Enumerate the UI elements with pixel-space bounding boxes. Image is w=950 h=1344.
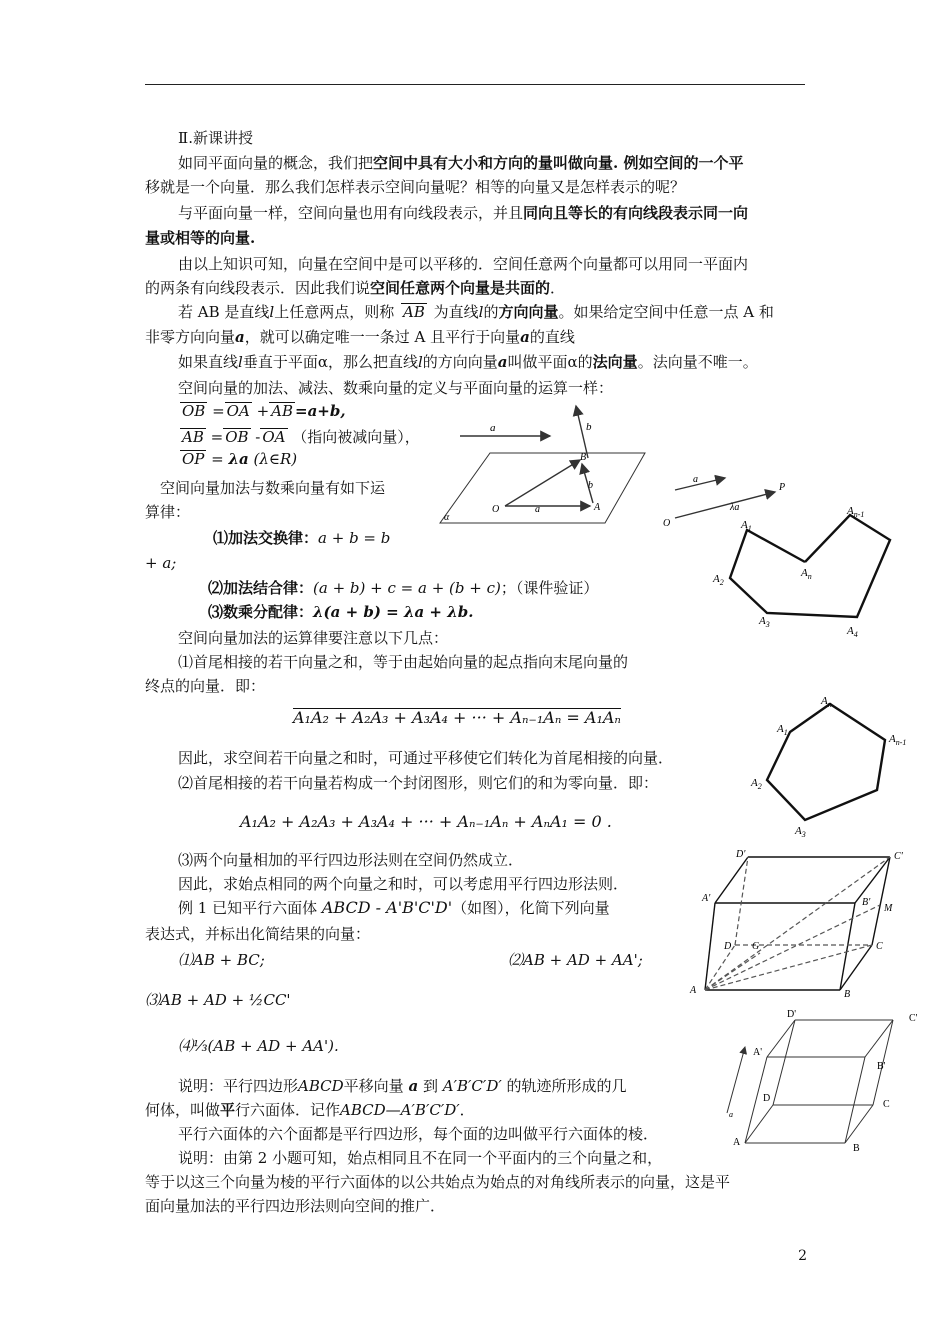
text: 。如果给定空间中任意一点 A 和 [558, 303, 774, 321]
label-O: O [663, 518, 671, 529]
text: 的轨迹所形成的几 [506, 1077, 627, 1095]
note-parallelepiped [178, 1076, 627, 1096]
text: . [250, 229, 256, 247]
example-1 [178, 898, 610, 918]
label-C: C [883, 1099, 890, 1110]
var-a: a [408, 1077, 419, 1095]
hidden-edges [705, 857, 890, 990]
vector-label: AB [403, 303, 425, 321]
label-B-prime: B' [877, 1061, 886, 1072]
vector-label: OP [182, 450, 205, 468]
laws-intro: 空间向量加法与数乘向量有如下运 [160, 479, 386, 497]
label-P: P [779, 482, 786, 493]
figure-closed-polygon [745, 690, 930, 840]
label-b: b [588, 480, 593, 491]
equation-closed-sum [240, 812, 612, 831]
label-G: G [752, 941, 760, 952]
var: A′B′C′D′ [442, 1077, 502, 1095]
var-l: l [417, 353, 423, 371]
label-A1: $A_1$ [777, 723, 788, 737]
vector-OA [225, 402, 252, 420]
label-M: M [884, 903, 893, 914]
vector-OA [260, 428, 287, 446]
text: 何体，叫做 [145, 1101, 221, 1119]
text: 到 [422, 1077, 438, 1095]
label-alpha: α [444, 512, 450, 523]
text: 如同平面向量的概念，我们把 [178, 154, 374, 172]
vector-bar [401, 303, 427, 304]
text: 若 AB 是直线 [178, 303, 270, 321]
text: 例 1 已知平行六面体 [178, 899, 318, 917]
vector-AB [269, 402, 295, 420]
vector-a-arrow [675, 478, 725, 490]
label-A2: $A_2$ [713, 573, 724, 587]
var-l: l [269, 303, 275, 321]
formula-result: λa [228, 450, 249, 468]
law-title: ⑶数乘分配律： [208, 603, 314, 621]
page-number: 2 [798, 1248, 807, 1264]
formula-subtraction: AB = OB - OA （指向被减向量）， [182, 428, 420, 446]
paragraph-parallelogram: 因此，求始点相同的两个向量之和时，可以考虑用平行四边形法则． [178, 875, 629, 893]
vector-bar [293, 708, 621, 709]
label-A3: $A_3$ [759, 615, 770, 629]
vector-bar [260, 428, 287, 429]
text: （如图），化简下列向量 [452, 899, 610, 917]
label-D: D [763, 1093, 771, 1104]
text: 的 [483, 303, 499, 321]
label-A2: $A_2$ [751, 777, 762, 791]
vector-label: AB [182, 428, 204, 446]
law-title: ⑴加法交换律： [213, 529, 319, 547]
label-A: A [690, 985, 697, 996]
var-a: a [497, 353, 508, 371]
figure-polygon-chain [705, 500, 905, 645]
text: ． [550, 279, 566, 297]
law-formula: a + b = b [318, 529, 391, 547]
item-4: ⑷⅓(AB + AD + AA'). [178, 1037, 339, 1055]
item-3: ⑶AB + AD + ½CC' [145, 991, 291, 1009]
label-A: A [733, 1137, 741, 1148]
label-An: $A_n$ [821, 695, 832, 709]
formula-result: =a+b, [295, 402, 346, 420]
paragraph-notes-intro: 空间向量加法的运算律要注意以下几点： [178, 629, 449, 647]
polygon-chain-path [730, 515, 890, 617]
closed-polygon-path [767, 704, 885, 820]
vector-bar [225, 402, 252, 403]
paragraph-faces: 平行六面体的六个面都是平行四边形，每个面的边叫做平行六面体的棱． [178, 1125, 659, 1143]
note-diagonal-line: 等于以这三个向量为棱的平行六面体的以公共始点为始点的对角线所表示的向量，这是平 [145, 1173, 731, 1191]
header-rule [145, 84, 805, 85]
label-B: B [580, 452, 587, 463]
law-commutative-cont: + a; [145, 554, 177, 572]
note-2: ⑵首尾相接的若干向量若构成一个封闭图形，则它们的和为零向量．即： [178, 774, 659, 792]
bold-text: 量或相等的向量 [145, 229, 251, 247]
figure-parallelepiped-translation [715, 1005, 925, 1165]
paragraph-translation-sum: 因此，求空间若干向量之和时，可通过平移使它们转化为首尾相接的向量． [178, 749, 674, 767]
label-A3: $A_3$ [795, 825, 806, 839]
label-D-prime: D' [787, 1009, 797, 1020]
label-D: D [724, 941, 732, 952]
item-1: ⑴AB + BC; [178, 951, 265, 969]
note-1-line: 终点的向量．即： [145, 677, 266, 695]
paragraph-line: 移就是一个向量．那么我们怎样表示空间向量呢？相等的向量又是怎样表示的呢？ [145, 178, 686, 196]
vector-AB [180, 428, 206, 446]
var: ABCD [298, 1077, 344, 1095]
paragraph-operations: 空间向量的加法、减法、数乘向量的定义与平面向量的运算一样： [178, 379, 614, 397]
label-C: C [876, 941, 883, 952]
vector-label: OB [182, 402, 206, 420]
label-A-prime: A' [702, 893, 711, 904]
note-diagonal-line: 面向量加法的平行四边形法则向空间的推广． [145, 1197, 446, 1215]
bold-definition: 空间中具有大小和方向的量叫做向量 [373, 154, 614, 172]
label-C-prime: C' [909, 1013, 918, 1024]
var-a: a [235, 328, 245, 346]
text: 平移向量 [343, 1077, 404, 1095]
formula-note: (λ∈R) [253, 450, 298, 468]
vector-OP [180, 450, 206, 468]
vector-label: OB [225, 428, 249, 446]
text: 的方向向量 [422, 353, 498, 371]
text: ，就可以确定唯一一条过 A 且平行于向量 [244, 328, 521, 346]
vector-label: OA [226, 402, 250, 420]
label-B: B [844, 989, 851, 1000]
equation-text: A₁A₂ + A₂A₃ + A₃A₄ + ··· + Aₙ₋₁Aₙ + AₙA₁ = 0 . [240, 812, 612, 831]
paragraph-translation: 由以上知识可知，向量在空间中是可以平移的．空间任意两个向量都可以用同一平面内 [178, 255, 749, 273]
var-l: l [478, 303, 484, 321]
vector-AB [399, 302, 429, 322]
formula-note: （指向被减向量）， [292, 428, 420, 446]
law-distributive [208, 602, 473, 622]
vector-bar [269, 402, 295, 403]
laws-intro-line: 算律： [145, 503, 191, 521]
paragraph-normal-vector [178, 352, 758, 372]
vector-bar [223, 428, 250, 429]
translation-arrow [727, 1047, 745, 1113]
label-C-prime: C' [894, 851, 903, 862]
formula-scalar: OP = λa (λ∈R) [182, 450, 298, 468]
label-A1: $A_1$ [741, 519, 752, 533]
vector-chain [293, 708, 621, 727]
equation-chain-sum [293, 708, 621, 727]
label-An-1: $A_{n-1}$ [847, 505, 865, 519]
bold-text: 空间任意两个向量是共面的 [370, 279, 551, 297]
text: ． [459, 1101, 475, 1119]
label-An: $A_n$ [801, 567, 812, 581]
law-formula: λ(a + b) = λa + λb. [313, 603, 474, 621]
vector-OB [180, 402, 207, 420]
label-a: a [490, 422, 496, 434]
text: . 例如空间的一个平 [613, 154, 744, 172]
solid-name: ABCD - A'B'C'D' [321, 898, 453, 917]
figure-vector-plane [430, 398, 690, 528]
law-commutative [213, 528, 390, 548]
note-diagonal: 说明：由第 2 小题可知，始点相同且不在同一个平面内的三个向量之和， [178, 1149, 663, 1167]
formula-addition: OB = OA + AB =a+b, [182, 402, 346, 420]
text: 叫做平面α的 [507, 353, 593, 371]
label-lambda-a: λa [730, 502, 740, 513]
text: 。法向量不唯一。 [637, 353, 758, 371]
label-B: B [853, 1143, 860, 1154]
paragraph-vector-definition [178, 153, 743, 173]
label-a: a [535, 504, 540, 515]
text: 的直线 [529, 328, 575, 346]
note-1: ⑴首尾相接的若干向量之和，等于由起始向量的起点指向末尾向量的 [178, 653, 629, 671]
paragraph-direction-vector [178, 302, 774, 322]
bold-term: 法向量 [592, 353, 638, 371]
text: 行六面体．记作 [235, 1101, 341, 1119]
label-A: A [594, 502, 601, 513]
figure-parallelepiped-diagonals [680, 845, 915, 1005]
label-O: O [492, 504, 500, 515]
vector-OB [223, 428, 250, 446]
bold-text: 平 [220, 1101, 236, 1119]
var: ABCD—A′B′C′D′ [340, 1101, 460, 1119]
paragraph-line [145, 278, 565, 298]
example-1-line: 表达式，并标出化简结果的向量： [145, 925, 371, 943]
equation-text: A₁A₂ + A₂A₃ + A₃A₄ + ··· + Aₙ₋₁Aₙ = A₁Aₙ [293, 708, 621, 727]
note-parallelepiped-line [145, 1100, 475, 1120]
label-D-prime: D' [736, 849, 746, 860]
text: 垂直于平面α，那么把直线 [242, 353, 418, 371]
section-heading: Ⅱ.新课讲授 [178, 129, 253, 147]
label-b: b [586, 421, 592, 433]
vector-OB [505, 460, 580, 506]
vector-bar [180, 402, 207, 403]
paragraph-line [145, 228, 255, 248]
law-title: ⑵加法结合律： [208, 579, 314, 597]
paragraph-line [145, 327, 575, 347]
text: 说明：平行四边形 [178, 1077, 299, 1095]
text: 与平面向量一样，空间向量也用有向线段表示，并且 [178, 204, 524, 222]
vector-label: AB [271, 402, 294, 420]
bold-term: 方向向量 [498, 303, 559, 321]
solid-edges [745, 1020, 893, 1143]
text: 上任意两点，则称 [274, 303, 395, 321]
law-formula: (a + b) + c = a + (b + c) [313, 579, 501, 597]
text: 非零方向向量 [145, 328, 236, 346]
vector-bar [180, 428, 206, 429]
var-a: a [520, 328, 530, 346]
plane-alpha [440, 453, 645, 523]
label-a: a [729, 1110, 733, 1119]
var-l: l [238, 353, 243, 371]
text: 如果直线 [178, 353, 239, 371]
label-A-prime: A' [753, 1047, 763, 1058]
vector-label: OA [262, 428, 286, 446]
bold-text: 同向且等长的有向线段表示同一向 [523, 204, 749, 222]
label-A4: $A_4$ [847, 625, 858, 639]
item-2: ⑵AB + AD + AA'; [508, 951, 643, 969]
note-3: ⑶两个向量相加的平行四边形法则在空间仍然成立． [178, 851, 524, 869]
law-associative [208, 578, 598, 598]
vector-bar [180, 450, 206, 451]
text: 为直线 [433, 303, 479, 321]
label-An-1: $A_{n-1}$ [889, 733, 907, 747]
label-a: a [693, 474, 698, 485]
paragraph-directed-segment [178, 203, 748, 223]
text: 的两条有向线段表示．因此我们说 [145, 279, 371, 297]
law-note: ；（课件验证） [500, 579, 599, 597]
label-B-prime: B' [862, 897, 871, 908]
